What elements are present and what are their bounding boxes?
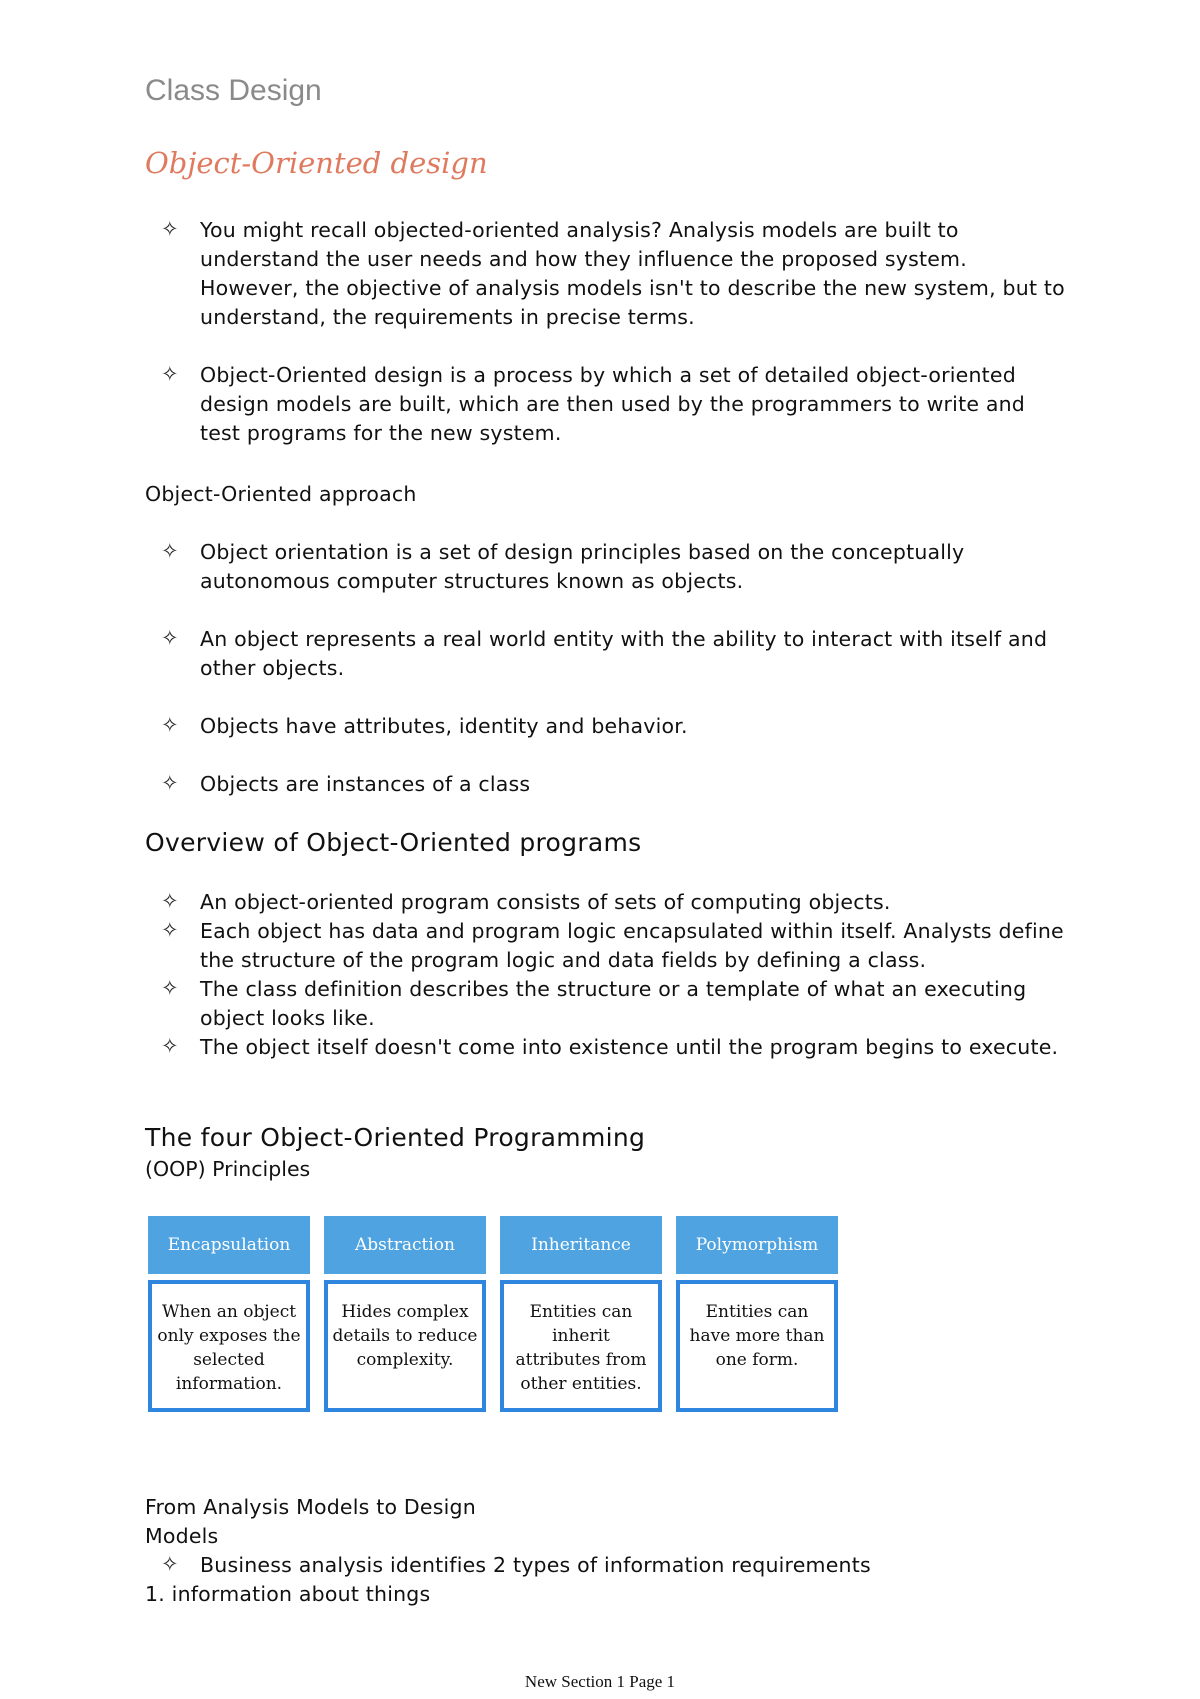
principle-description: Entities can inherit attributes from other entities. [500,1280,662,1412]
list-item: ✧ Object-Oriented design is a process by which a set of detailed object-oriented design models are built, which are then used by the programmers to write and test programs for the new system. [161,362,1026,445]
list-item: ✧ An object-oriented program consists of sets of computing objects. [161,889,891,914]
list-item: ✧ An object represents a real world entity with the ability to interact with itself and other objects. [161,626,1048,680]
star-bullet-icon: ✧ [161,1034,179,1058]
principle-title: Encapsulation [148,1216,310,1274]
star-bullet-icon: ✧ [161,217,179,241]
list-item: ✧ Objects have attributes, identity and behavior. [161,713,688,738]
star-bullet-icon: ✧ [161,1552,179,1576]
principles-subheading: (OOP) Principles [145,1157,311,1181]
star-bullet-icon: ✧ [161,539,179,563]
overview-bullets [145,888,1065,1062]
section-subtitle: Object-Oriented design [145,146,488,180]
list-item: ✧ You might recall objected-oriented analysis? Analysis models are built to understand the user needs and how they influence the proposed system. However, the objective of analysis models isn't to describe the new system, but to understand, the requirements in precise terms. [161,217,1065,329]
star-bullet-icon: ✧ [161,771,179,795]
models-section [145,1493,1065,1609]
models-heading: From Analysis Models to Design [145,1495,476,1519]
star-bullet-icon: ✧ [161,713,179,737]
intro-bullets [145,216,1065,448]
principle-title: Polymorphism [676,1216,838,1274]
oop-principles-diagram [145,1216,835,1426]
models-heading-cont: Models [145,1524,219,1548]
principle-description: When an object only exposes the selected information. [148,1280,310,1412]
principle-title: Inheritance [500,1216,662,1274]
principles-heading: The four Object-Oriented Programming [145,1123,646,1152]
principle-card [500,1216,662,1412]
principle-description: Hides complex details to reduce complexity. [324,1280,486,1412]
list-item: ✧ Object orientation is a set of design principles based on the conceptually autonomous computer structures known as objects. [161,539,965,593]
star-bullet-icon: ✧ [161,626,179,650]
list-item: ✧ Objects are instances of a class [161,771,531,796]
principle-description: Entities can have more than one form. [676,1280,838,1412]
star-bullet-icon: ✧ [161,362,179,386]
principle-title: Abstraction [324,1216,486,1274]
principle-card [148,1216,310,1412]
star-bullet-icon: ✧ [161,918,179,942]
approach-section [145,480,1065,799]
approach-heading: Object-Oriented approach [145,482,417,506]
list-item: ✧ Each object has data and program logic encapsulated within itself. Analysts define the structure of the program logic and data fields by defining a class. [161,918,1064,972]
list-item: ✧ The class definition describes the structure or a template of what an executing object looks like. [161,976,1027,1030]
overview-heading: Overview of Object-Oriented programs [145,828,642,857]
list-item: ✧ The object itself doesn't come into existence until the program begins to execute. [161,1034,1059,1059]
principle-card [324,1216,486,1412]
page-footer: New Section 1 Page 1 [524,1672,676,1691]
page-title: Class Design [145,74,322,107]
star-bullet-icon: ✧ [161,889,179,913]
numbered-item: 1. information about things [145,1582,431,1606]
list-item: ✧ Business analysis identifies 2 types of information requirements [161,1552,871,1577]
principle-card [676,1216,838,1412]
star-bullet-icon: ✧ [161,976,179,1000]
